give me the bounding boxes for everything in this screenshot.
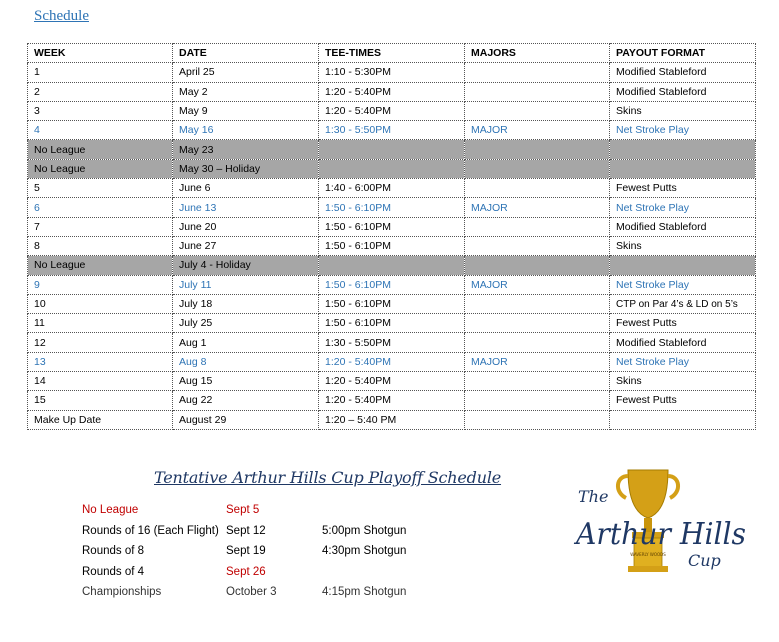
cell-payout-format: Fewest Putts	[610, 314, 756, 333]
cell-date: June 20	[173, 217, 319, 236]
cell-payout-format: Net Stroke Play	[610, 121, 756, 140]
playoff-round: Rounds of 4	[82, 565, 145, 578]
cell-payout-format: Net Stroke Play	[610, 198, 756, 217]
header-majors: MAJORS	[465, 44, 610, 63]
cell-week: 3	[28, 101, 173, 120]
table-row	[28, 82, 756, 101]
no-league-row	[28, 159, 756, 178]
cell-major	[465, 372, 610, 391]
cell-major	[465, 256, 610, 275]
cell-week: 13	[28, 352, 173, 371]
cell-tee-time: 1:20 - 5:40PM	[319, 82, 465, 101]
table-row	[28, 372, 756, 391]
cell-major: MAJOR	[465, 352, 610, 371]
cell-major	[465, 63, 610, 82]
cell-payout-format: Skins	[610, 372, 756, 391]
cell-tee-time: 1:50 - 6:10PM	[319, 198, 465, 217]
cell-payout-format: Skins	[610, 101, 756, 120]
major-week-row	[28, 275, 756, 294]
cell-tee-time: 1:20 - 5:40PM	[319, 101, 465, 120]
cell-date: Aug 1	[173, 333, 319, 352]
cell-major: MAJOR	[465, 275, 610, 294]
playoff-date: Sept 26	[226, 565, 266, 578]
cell-date: Aug 22	[173, 391, 319, 410]
cell-week: 4	[28, 121, 173, 140]
table-row	[28, 391, 756, 410]
table-row	[28, 294, 756, 313]
cell-tee-time: 1:20 – 5:40 PM	[319, 410, 465, 429]
cell-major	[465, 236, 610, 255]
trophy-engraving: WAVERLY WOODS	[630, 552, 666, 557]
table-row	[28, 63, 756, 82]
cell-date: July 18	[173, 294, 319, 313]
cell-date: July 25	[173, 314, 319, 333]
table-row	[28, 314, 756, 333]
cell-week: 10	[28, 294, 173, 313]
arthur-hills-cup-logo	[570, 462, 750, 582]
cell-payout-format	[610, 140, 756, 159]
cell-week: No League	[28, 256, 173, 275]
cell-tee-time: 1:20 - 5:40PM	[319, 391, 465, 410]
header-week: WEEK	[28, 44, 173, 63]
table-row	[28, 101, 756, 120]
cell-payout-format: Skins	[610, 236, 756, 255]
cell-major	[465, 217, 610, 236]
cell-payout-format: Modified Stableford	[610, 333, 756, 352]
cell-major	[465, 314, 610, 333]
major-week-row	[28, 198, 756, 217]
league-schedule-table	[27, 43, 756, 430]
cell-week: 5	[28, 179, 173, 198]
cell-tee-time: 1:30 - 5:50PM	[319, 121, 465, 140]
cell-tee-time: 1:50 - 6:10PM	[319, 236, 465, 255]
cell-date: May 2	[173, 82, 319, 101]
playoff-schedule-title: Tentative Arthur Hills Cup Playoff Schedule	[154, 468, 502, 487]
no-league-row	[28, 140, 756, 159]
cell-payout-format	[610, 410, 756, 429]
cell-payout-format: Modified Stableford	[610, 217, 756, 236]
cell-payout-format	[610, 256, 756, 275]
header-tee-times: TEE-TIMES	[319, 44, 465, 63]
table-row	[28, 333, 756, 352]
cell-week: 1	[28, 63, 173, 82]
cell-date: May 16	[173, 121, 319, 140]
cell-payout-format: CTP on Par 4’s & LD on 5’s	[610, 294, 756, 313]
playoff-start-time: 5:00pm Shotgun	[322, 524, 407, 537]
cell-major	[465, 159, 610, 178]
cell-major	[465, 82, 610, 101]
cell-tee-time	[319, 159, 465, 178]
header-date: DATE	[173, 44, 319, 63]
cell-week: 14	[28, 372, 173, 391]
cell-tee-time: 1:10 - 5:30PM	[319, 63, 465, 82]
cell-week: No League	[28, 159, 173, 178]
cell-major: MAJOR	[465, 198, 610, 217]
cell-tee-time: 1:30 - 5:50PM	[319, 333, 465, 352]
table-row	[28, 236, 756, 255]
cell-tee-time: 1:50 - 6:10PM	[319, 275, 465, 294]
logo-arthur-hills-text: Arthur Hills	[573, 517, 746, 552]
cell-date: June 6	[173, 179, 319, 198]
table-row	[28, 179, 756, 198]
playoff-start-time: 4:30pm Shotgun	[322, 545, 407, 557]
playoff-date: October 3	[226, 586, 277, 598]
cell-week: 11	[28, 314, 173, 333]
cell-major	[465, 333, 610, 352]
cell-date: May 30 – Holiday	[173, 159, 319, 178]
cell-major	[465, 410, 610, 429]
cell-major: MAJOR	[465, 121, 610, 140]
cell-major	[465, 391, 610, 410]
logo-the-text: The	[578, 487, 609, 506]
playoff-date: Sept 19	[226, 545, 266, 557]
playoff-start-time: 4:15pm Shotgun	[322, 586, 407, 598]
cell-tee-time: 1:40 - 6:00PM	[319, 179, 465, 198]
playoff-round: Rounds of 16 (Each Flight)	[82, 524, 219, 537]
cell-week: Make Up Date	[28, 410, 173, 429]
cell-tee-time: 1:20 - 5:40PM	[319, 352, 465, 371]
cell-week: 15	[28, 391, 173, 410]
cell-payout-format	[610, 159, 756, 178]
cell-date: July 4 - Holiday	[173, 256, 319, 275]
cell-week: 12	[28, 333, 173, 352]
table-row	[28, 217, 756, 236]
cell-date: Aug 15	[173, 372, 319, 391]
playoff-date: Sept 5	[226, 504, 260, 516]
cell-date: August 29	[173, 410, 319, 429]
cell-major	[465, 140, 610, 159]
table-row	[28, 410, 756, 429]
playoff-round: Rounds of 8	[82, 545, 145, 557]
cell-date: April 25	[173, 63, 319, 82]
cell-week: 2	[28, 82, 173, 101]
cell-date: Aug 8	[173, 352, 319, 371]
cell-payout-format: Net Stroke Play	[610, 352, 756, 371]
cell-payout-format: Fewest Putts	[610, 391, 756, 410]
cell-tee-time	[319, 256, 465, 275]
cell-payout-format: Modified Stableford	[610, 63, 756, 82]
cell-tee-time: 1:50 - 6:10PM	[319, 217, 465, 236]
cell-tee-time: 1:50 - 6:10PM	[319, 314, 465, 333]
cell-date: July 11	[173, 275, 319, 294]
no-league-row	[28, 256, 756, 275]
playoff-round: No League	[82, 504, 139, 516]
cell-tee-time: 1:20 - 5:40PM	[319, 372, 465, 391]
playoff-date: Sept 12	[226, 524, 266, 537]
cell-date: May 9	[173, 101, 319, 120]
cell-payout-format: Modified Stableford	[610, 82, 756, 101]
cell-payout-format: Net Stroke Play	[610, 275, 756, 294]
cell-date: June 13	[173, 198, 319, 217]
cell-major	[465, 179, 610, 198]
cell-date: June 27	[173, 236, 319, 255]
cell-week: 9	[28, 275, 173, 294]
major-week-row	[28, 121, 756, 140]
cell-payout-format: Fewest Putts	[610, 179, 756, 198]
cell-tee-time: 1:50 - 6:10PM	[319, 294, 465, 313]
cell-week: No League	[28, 140, 173, 159]
table-header-row	[28, 44, 756, 63]
cell-week: 6	[28, 198, 173, 217]
cell-date: May 23	[173, 140, 319, 159]
cell-week: 8	[28, 236, 173, 255]
logo-cup-text: Cup	[688, 551, 721, 570]
header-payout-format: PAYOUT FORMAT	[610, 44, 756, 63]
schedule-heading-link[interactable]: Schedule	[34, 8, 89, 24]
major-week-row	[28, 352, 756, 371]
cell-tee-time	[319, 140, 465, 159]
playoff-round: Championships	[82, 586, 162, 598]
cell-major	[465, 101, 610, 120]
cell-major	[465, 294, 610, 313]
cell-week: 7	[28, 217, 173, 236]
